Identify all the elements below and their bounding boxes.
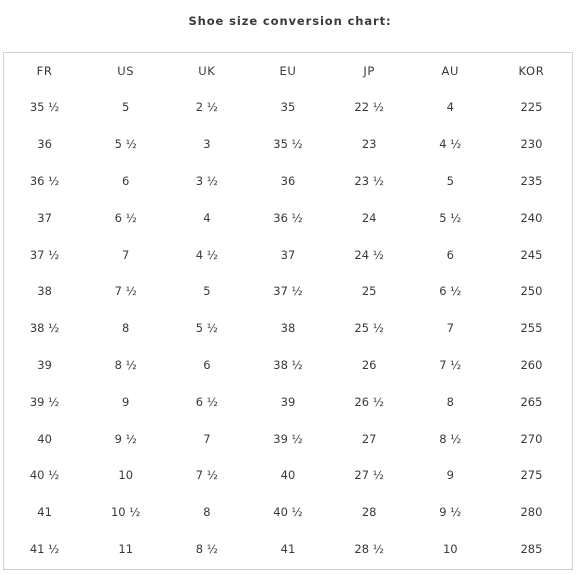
table-row bbox=[4, 163, 572, 200]
table-row bbox=[4, 494, 572, 531]
cell-uk: 6 ½ bbox=[195, 394, 218, 409]
cell-uk: 4 ½ bbox=[195, 247, 218, 262]
cell-kor: 235 bbox=[520, 173, 543, 188]
cell-us: 8 ½ bbox=[114, 357, 137, 372]
page-title: Shoe size conversion chart: bbox=[188, 14, 392, 28]
cell-kor: 245 bbox=[520, 247, 543, 262]
table-row bbox=[4, 273, 572, 310]
cell-au: 5 ½ bbox=[439, 210, 462, 225]
cell-au: 6 bbox=[446, 247, 454, 262]
cell-fr: 36 bbox=[37, 137, 52, 152]
cell-uk: 3 ½ bbox=[195, 173, 218, 188]
cell-us: 11 bbox=[118, 541, 134, 556]
cell-kor: 260 bbox=[520, 357, 543, 372]
table-row bbox=[4, 383, 572, 420]
cell-eu: 40 ½ bbox=[273, 505, 303, 520]
cell-kor: 285 bbox=[520, 541, 543, 556]
cell-eu: 39 ½ bbox=[273, 431, 303, 446]
cell-kor: 280 bbox=[520, 505, 543, 520]
cell-jp: 28 ½ bbox=[354, 541, 384, 556]
cell-kor: 230 bbox=[520, 137, 543, 152]
table-row bbox=[4, 531, 572, 568]
cell-jp: 23 ½ bbox=[354, 173, 384, 188]
cell-eu: 38 bbox=[280, 321, 296, 336]
cell-fr: 38 ½ bbox=[29, 321, 60, 336]
cell-us: 5 bbox=[122, 100, 130, 115]
cell-eu: 35 ½ bbox=[273, 137, 303, 152]
cell-kor: 225 bbox=[520, 100, 543, 115]
cell-kor: 240 bbox=[520, 210, 543, 225]
cell-uk: 5 bbox=[203, 284, 211, 299]
cell-us: 6 ½ bbox=[114, 210, 137, 225]
cell-eu: 37 ½ bbox=[273, 284, 303, 299]
cell-au: 8 bbox=[446, 394, 454, 409]
cell-us: 9 ½ bbox=[114, 431, 137, 446]
table-row bbox=[4, 457, 572, 494]
cell-jp: 23 bbox=[361, 137, 377, 152]
cell-au: 5 bbox=[446, 173, 454, 188]
table-row bbox=[4, 310, 572, 347]
column-header-fr: FR bbox=[36, 64, 53, 78]
column-header-uk: UK bbox=[198, 64, 216, 78]
cell-uk: 2 ½ bbox=[195, 100, 218, 115]
cell-us: 10 bbox=[118, 468, 134, 483]
column-header-us: US bbox=[117, 64, 135, 78]
cell-jp: 24 bbox=[361, 210, 377, 225]
cell-us: 9 bbox=[122, 394, 130, 409]
cell-fr: 41 bbox=[37, 505, 52, 520]
cell-jp: 25 ½ bbox=[354, 321, 384, 336]
cell-au: 8 ½ bbox=[439, 431, 462, 446]
column-header-kor: KOR bbox=[518, 64, 545, 78]
cell-kor: 255 bbox=[520, 321, 543, 336]
cell-kor: 265 bbox=[520, 394, 543, 409]
cell-jp: 22 ½ bbox=[354, 100, 384, 115]
column-header-jp: JP bbox=[363, 64, 375, 78]
cell-kor: 250 bbox=[520, 284, 543, 299]
cell-fr: 37 bbox=[37, 210, 52, 225]
cell-eu: 39 bbox=[280, 394, 296, 409]
cell-au: 4 ½ bbox=[439, 137, 462, 152]
table-row bbox=[4, 126, 572, 163]
cell-us: 6 bbox=[122, 173, 130, 188]
column-header-au: AU bbox=[441, 64, 460, 78]
cell-eu: 35 bbox=[280, 100, 296, 115]
cell-jp: 24 ½ bbox=[354, 247, 384, 262]
header-row bbox=[4, 53, 572, 89]
cell-jp: 27 bbox=[361, 431, 377, 446]
cell-fr: 38 bbox=[37, 284, 52, 299]
cell-fr: 36 ½ bbox=[29, 173, 60, 188]
table-row bbox=[4, 199, 572, 236]
cell-uk: 7 ½ bbox=[195, 468, 218, 483]
cell-eu: 36 bbox=[280, 173, 296, 188]
cell-au: 9 ½ bbox=[439, 505, 462, 520]
cell-eu: 38 ½ bbox=[273, 357, 303, 372]
cell-au: 6 ½ bbox=[439, 284, 462, 299]
size-chart-container bbox=[3, 52, 573, 570]
cell-uk: 8 ½ bbox=[195, 541, 218, 556]
cell-uk: 4 bbox=[203, 210, 211, 225]
cell-au: 7 bbox=[446, 321, 454, 336]
size-conversion-table bbox=[4, 53, 572, 567]
cell-eu: 36 ½ bbox=[273, 210, 303, 225]
cell-fr: 39 bbox=[37, 357, 52, 372]
column-header-eu: EU bbox=[279, 64, 297, 78]
cell-au: 7 ½ bbox=[439, 357, 462, 372]
cell-kor: 275 bbox=[520, 468, 543, 483]
cell-au: 4 bbox=[446, 100, 454, 115]
cell-jp: 28 bbox=[361, 505, 377, 520]
cell-fr: 40 bbox=[37, 431, 52, 446]
cell-uk: 5 ½ bbox=[195, 321, 218, 336]
cell-uk: 6 bbox=[203, 357, 211, 372]
cell-fr: 41 ½ bbox=[29, 541, 60, 556]
cell-jp: 27 ½ bbox=[354, 468, 384, 483]
cell-us: 7 ½ bbox=[114, 284, 137, 299]
table-row bbox=[4, 347, 572, 384]
table-row bbox=[4, 420, 572, 457]
cell-jp: 26 bbox=[361, 357, 377, 372]
cell-fr: 37 ½ bbox=[29, 247, 60, 262]
cell-fr: 40 ½ bbox=[29, 468, 60, 483]
cell-au: 10 bbox=[442, 541, 458, 556]
cell-fr: 35 ½ bbox=[29, 100, 60, 115]
cell-jp: 25 bbox=[361, 284, 377, 299]
cell-au: 9 bbox=[446, 468, 454, 483]
table-row bbox=[4, 236, 572, 273]
cell-us: 10 ½ bbox=[110, 505, 141, 520]
cell-uk: 7 bbox=[203, 431, 211, 446]
table-row bbox=[4, 89, 572, 126]
cell-jp: 26 ½ bbox=[354, 394, 384, 409]
cell-us: 7 bbox=[122, 247, 130, 262]
cell-fr: 39 ½ bbox=[29, 394, 60, 409]
cell-us: 8 bbox=[122, 321, 130, 336]
cell-uk: 3 bbox=[203, 137, 211, 152]
table-body bbox=[4, 89, 572, 567]
cell-kor: 270 bbox=[520, 431, 543, 446]
cell-eu: 41 bbox=[280, 541, 296, 556]
cell-us: 5 ½ bbox=[114, 137, 137, 152]
cell-eu: 40 bbox=[280, 468, 296, 483]
cell-eu: 37 bbox=[280, 247, 296, 262]
cell-uk: 8 bbox=[203, 505, 211, 520]
